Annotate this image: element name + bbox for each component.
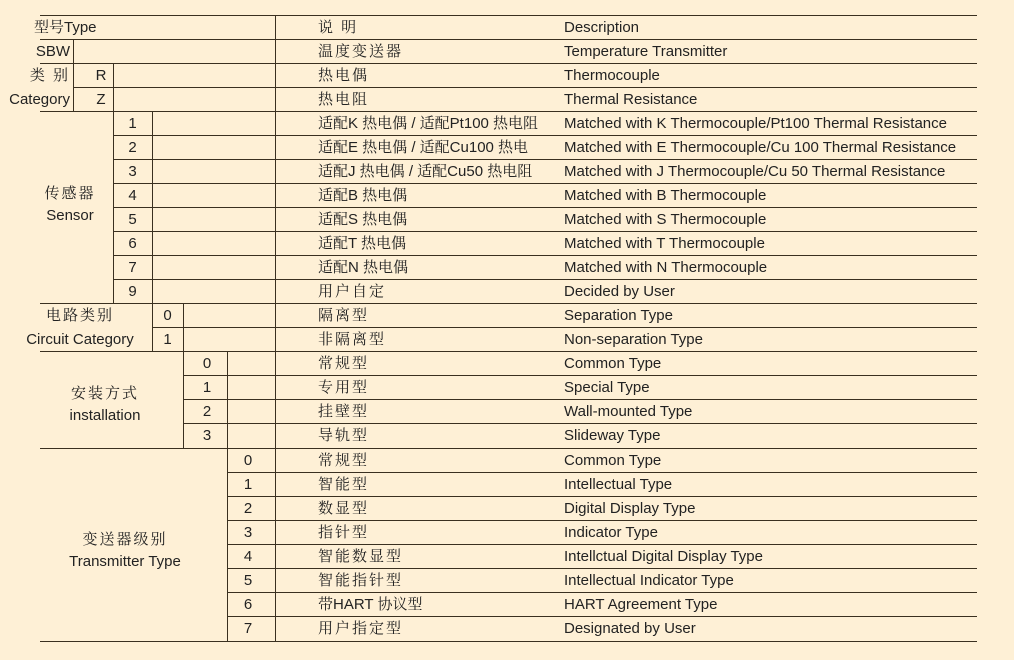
transmitter-desc-en: Designated by User [564, 620, 696, 637]
sensor-desc-en: Matched with T Thermocouple [564, 235, 765, 252]
sensor-desc-zh: 适配B 热电偶 [318, 187, 408, 204]
rule [40, 39, 977, 40]
rule [113, 207, 977, 208]
sensor-label-zh: 传感器 [44, 185, 96, 202]
installation-desc-zh: 常规型 [318, 355, 370, 372]
circuit-label-en: Circuit Category [26, 331, 134, 348]
model-code: SBW [35, 43, 70, 60]
transmitter-code: 5 [243, 572, 253, 589]
sensor-desc-en: Matched with J Thermocouple/Cu 50 Thermal Resistance [564, 163, 946, 180]
rule [40, 448, 977, 449]
sensor-desc-zh: 适配K 热电偶 / 适配Pt100 热电阻 [318, 115, 539, 132]
sensor-code: 1 [128, 115, 137, 132]
installation-group-label [40, 383, 170, 427]
installation-code: 2 [202, 403, 212, 420]
sensor-code: 3 [128, 163, 137, 180]
category-desc-en: Thermocouple [564, 67, 660, 84]
transmitter-desc-en: HART Agreement Type [564, 596, 718, 613]
sensor-label-en: Sensor [46, 207, 94, 224]
transmitter-code: 7 [243, 620, 253, 637]
transmitter-desc-zh: 数显型 [318, 500, 370, 517]
circuit-label-zh: 电路类别 [45, 307, 114, 324]
circuit-desc-zh: 非隔离型 [318, 331, 387, 348]
circuit-desc-en: Non-separation Type [564, 331, 703, 348]
installation-label-zh: 安装方式 [70, 385, 139, 402]
sensor-desc-zh: 适配S 热电偶 [318, 211, 408, 228]
sensor-code: 6 [128, 235, 137, 252]
installation-code: 1 [202, 379, 212, 396]
sensor-desc-en: Matched with B Thermocouple [564, 187, 767, 204]
sensor-desc-zh: 适配T 热电偶 [318, 235, 407, 252]
sensor-code: 4 [128, 187, 137, 204]
sensor-code: 7 [128, 259, 137, 276]
transmitter-code: 4 [243, 548, 253, 565]
category-label-en: Category [9, 91, 70, 108]
rule-top [40, 15, 977, 16]
category-code: Z [96, 91, 106, 108]
installation-desc-en: Slideway Type [564, 427, 661, 444]
circuit-desc-en: Separation Type [564, 307, 673, 324]
category-label-zh: 类 别 [29, 67, 70, 84]
sensor-desc-en: Matched with E Thermocouple/Cu 100 Thermal Resistance [564, 139, 957, 156]
transmitter-desc-en: Intellectual Type [564, 476, 673, 493]
transmitter-desc-zh: 智能指针型 [318, 572, 404, 589]
transmitter-desc-en: Indicator Type [564, 524, 658, 541]
sensor-group-label [35, 183, 105, 227]
col-divider-circuit [183, 303, 184, 448]
circuit-desc-zh: 隔离型 [318, 307, 370, 324]
category-desc-zh: 热电阻 [318, 91, 370, 108]
transmitter-desc-en: Intellctual Digital Display Type [564, 548, 763, 565]
transmitter-desc-en: Common Type [564, 452, 662, 469]
rule [113, 255, 977, 256]
transmitter-code: 3 [243, 524, 253, 541]
sensor-desc-en: Decided by User [564, 283, 675, 300]
transmitter-group-label [50, 529, 200, 573]
rule [113, 279, 977, 280]
transmitter-code: 1 [243, 476, 253, 493]
transmitter-desc-zh: 智能型 [318, 476, 370, 493]
sensor-desc-zh: 用户自定 [318, 283, 387, 300]
sensor-desc-en: Matched with S Thermocouple [564, 211, 767, 228]
model-desc-zh: 温度变送器 [318, 43, 404, 60]
transmitter-desc-zh: 带HART 协议型 [318, 596, 423, 613]
rule [73, 87, 977, 88]
sensor-desc-zh: 适配J 热电偶 / 适配Cu50 热电阻 [318, 163, 533, 180]
rule-bottom [40, 641, 977, 642]
col-divider-sbw [73, 39, 74, 111]
header-desc-zh: 说 明 [318, 19, 359, 36]
installation-desc-en: Wall-mounted Type [564, 403, 693, 420]
category-code: R [95, 67, 107, 84]
installation-code: 0 [202, 355, 212, 372]
sensor-code: 2 [128, 139, 137, 156]
transmitter-code: 2 [243, 500, 253, 517]
category-desc-zh: 热电偶 [318, 67, 370, 84]
installation-desc-en: Special Type [564, 379, 650, 396]
installation-desc-zh: 专用型 [318, 379, 370, 396]
installation-code: 3 [202, 427, 212, 444]
header-desc-en: Description [564, 19, 640, 36]
installation-label-en: installation [69, 407, 141, 424]
sensor-desc-en: Matched with K Thermocouple/Pt100 Thermal Resistance [564, 115, 947, 132]
transmitter-desc-zh: 指针型 [318, 524, 370, 541]
transmitter-label-en: Transmitter Type [69, 553, 181, 570]
transmitter-desc-zh: 常规型 [318, 452, 370, 469]
model-desc-en: Temperature Transmitter [564, 43, 728, 60]
installation-desc-zh: 导轨型 [318, 427, 370, 444]
transmitter-code: 6 [243, 596, 253, 613]
rule [40, 63, 977, 64]
sensor-desc-zh: 适配E 热电偶 / 适配Cu100 热电 [318, 139, 529, 156]
sensor-code: 5 [128, 211, 137, 228]
circuit-code: 1 [163, 331, 172, 348]
rule [113, 231, 977, 232]
sensor-code: 9 [128, 283, 137, 300]
circuit-code: 0 [163, 307, 172, 324]
transmitter-desc-en: Intellectual Indicator Type [564, 572, 734, 589]
sensor-desc-zh: 适配N 热电偶 [318, 259, 409, 276]
sensor-desc-en: Matched with N Thermocouple [564, 259, 768, 276]
col-divider-main [275, 15, 276, 641]
category-desc-en: Thermal Resistance [564, 91, 698, 108]
header-type-label: 型号Type [34, 19, 97, 36]
installation-desc-zh: 挂壁型 [318, 403, 370, 420]
transmitter-desc-zh: 智能数显型 [318, 548, 404, 565]
transmitter-desc-zh: 用户指定型 [318, 620, 404, 637]
transmitter-desc-en: Digital Display Type [564, 500, 696, 517]
transmitter-label-zh: 变送器级别 [82, 531, 168, 548]
transmitter-code: 0 [243, 452, 253, 469]
installation-desc-en: Common Type [564, 355, 662, 372]
